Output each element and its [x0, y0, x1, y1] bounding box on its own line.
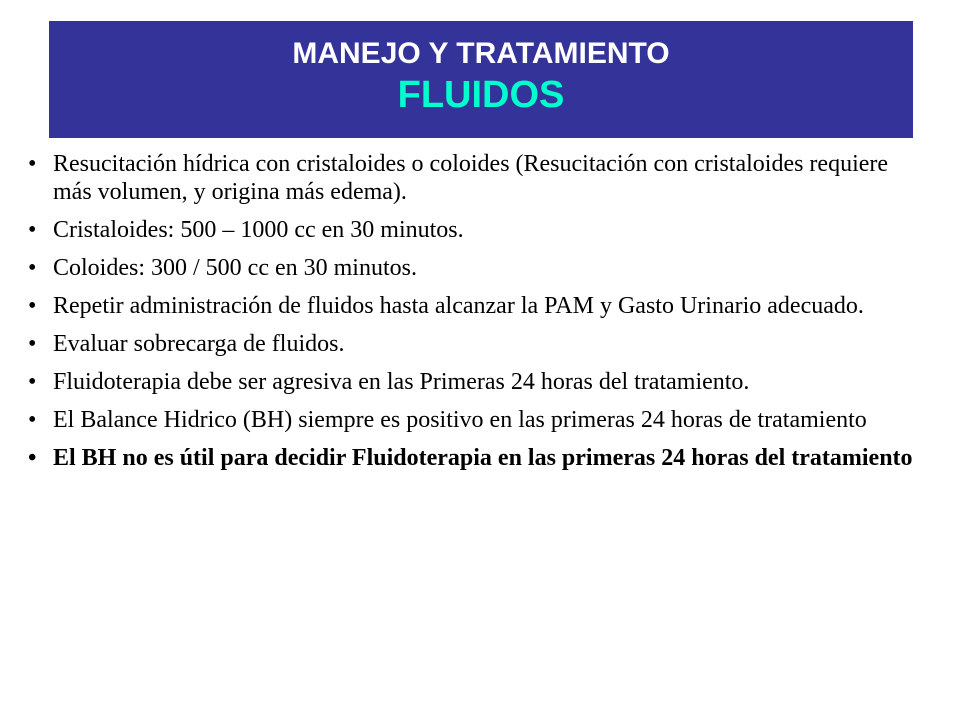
bullet-item-repetir [28, 292, 928, 320]
bullet-item-bh-no-util [28, 444, 928, 472]
bullet-item-cristaloides [28, 216, 928, 244]
bullet-icon: • [28, 407, 37, 433]
bullet-item-sobrecarga [28, 330, 928, 358]
bullet-item-balance-hidrico [28, 406, 928, 434]
bullet-text: Coloides: 300 / 500 cc en 30 minutos. [53, 255, 417, 281]
bullet-text: El BH no es útil para decidir Fluidoterapia en las primeras 24 horas del tratamiento [53, 445, 913, 471]
bullet-text: Repetir administración de fluidos hasta alcanzar la PAM y Gasto Urinario adecuado. [53, 293, 864, 319]
bullet-text: Fluidoterapia debe ser agresiva en las Primeras 24 horas del tratamiento. [53, 369, 750, 395]
slide-title: MANEJO Y TRATAMIENTO [292, 37, 670, 70]
bullet-item-resucitacion [28, 150, 928, 206]
bullet-item-coloides [28, 254, 928, 282]
bullet-item-fluidoterapia [28, 368, 928, 396]
bullet-icon: • [28, 369, 37, 395]
bullet-text: Cristaloides: 500 – 1000 cc en 30 minutos. [53, 217, 464, 243]
bullet-icon: • [28, 331, 37, 357]
bullet-icon: • [28, 445, 37, 471]
bullet-text: Evaluar sobrecarga de fluidos. [53, 331, 345, 357]
bullet-text: Resucitación hídrica con cristaloides o coloides (Resucitación con cristaloides requiere más volumen, y origina más edema). [53, 151, 889, 205]
slide-subtitle: FLUIDOS [397, 74, 565, 116]
title-banner [49, 21, 913, 138]
bullet-icon: • [28, 293, 37, 319]
bullet-icon: • [28, 151, 37, 177]
bullet-list [28, 150, 928, 482]
bullet-icon: • [28, 255, 37, 281]
bullet-text: El Balance Hidrico (BH) siempre es positivo en las primeras 24 horas de tratamiento [53, 407, 867, 433]
bullet-icon: • [28, 217, 37, 243]
